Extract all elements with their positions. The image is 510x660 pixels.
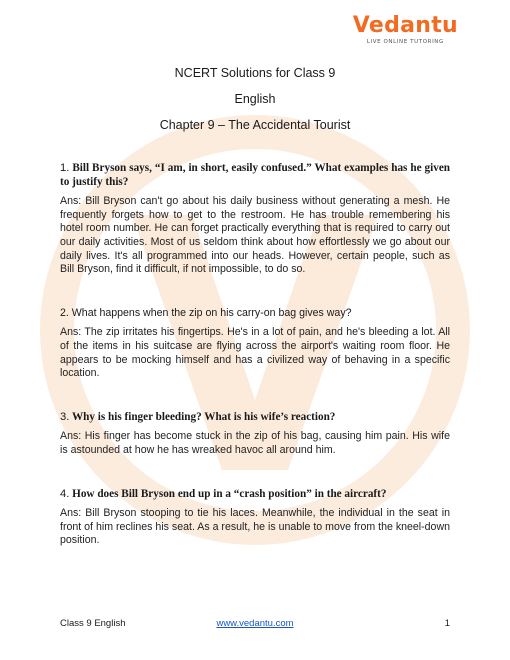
answer-1: Ans: Bill Bryson can't go about his daily business without generating a mesh. He frequently forgets how to get to the restroom. He has trouble remembering his hotel room number. He can forget practically everything that is required to carry out our daily activities. Most of us seldom think about how effortlessly we go about our daily lives. It's all programmed into our heads. However, certain people, such as Bill Bryson, find it difficult, if not impossible, to do so.	[60, 195, 450, 276]
qa-item-3	[60, 411, 450, 458]
answer-3: Ans: His finger has become stuck in the zip of his bag, causing him pain. His wife is astounded at how he has wreaked havoc all around him.	[60, 430, 450, 456]
qa-item-4	[60, 488, 450, 548]
question-2	[60, 307, 450, 321]
qa-item-1	[60, 162, 450, 277]
question-4	[60, 488, 450, 502]
logo-wordmark: Vedantu	[352, 13, 458, 38]
question-number: 3.	[60, 410, 70, 423]
question-1	[60, 162, 450, 189]
answer-4: Ans: Bill Bryson stooping to tie his laces. Meanwhile, the individual in the seat in front of him reclines his seat. As a result, he is unable to move from the kneel-down position.	[60, 507, 450, 547]
logo-tagline: LIVE ONLINE TUTORING	[366, 39, 444, 45]
question-3	[60, 411, 450, 425]
footer-class-label: Class 9 English	[60, 618, 126, 629]
question-number: 2.	[60, 306, 69, 319]
question-text: What happens when the zip on his carry-on bag gives way?	[71, 306, 352, 319]
page-number: 1	[444, 618, 450, 629]
qa-content	[60, 162, 450, 578]
question-text: Bill Bryson says, “I am, in short, easily confused.” What examples has he given to justify this?	[60, 162, 451, 188]
question-text: How does Bill Bryson end up in a “crash position” in the aircraft?	[72, 487, 387, 500]
doc-subject: English	[234, 92, 276, 106]
question-number: 1.	[60, 162, 70, 174]
question-number: 4.	[60, 487, 70, 500]
answer-2: Ans: The zip irritates his fingertips. He's in a lot of pain, and he's bleeding a lot. All of the items in his suitcase are flying across the airport's waiting room floor. He appears to be mocking himself and has a civilized way of behaving in a specific location.	[60, 326, 450, 380]
doc-chapter: Chapter 9 – The Accidental Tourist	[159, 118, 351, 132]
doc-title: NCERT Solutions for Class 9	[174, 66, 336, 80]
question-text: Why is his finger bleeding? What is his wife’s reaction?	[71, 410, 336, 423]
vedantu-logo[interactable]	[353, 14, 458, 45]
footer-website-link[interactable]: www.vedantu.com	[216, 618, 294, 629]
qa-item-2	[60, 307, 450, 381]
